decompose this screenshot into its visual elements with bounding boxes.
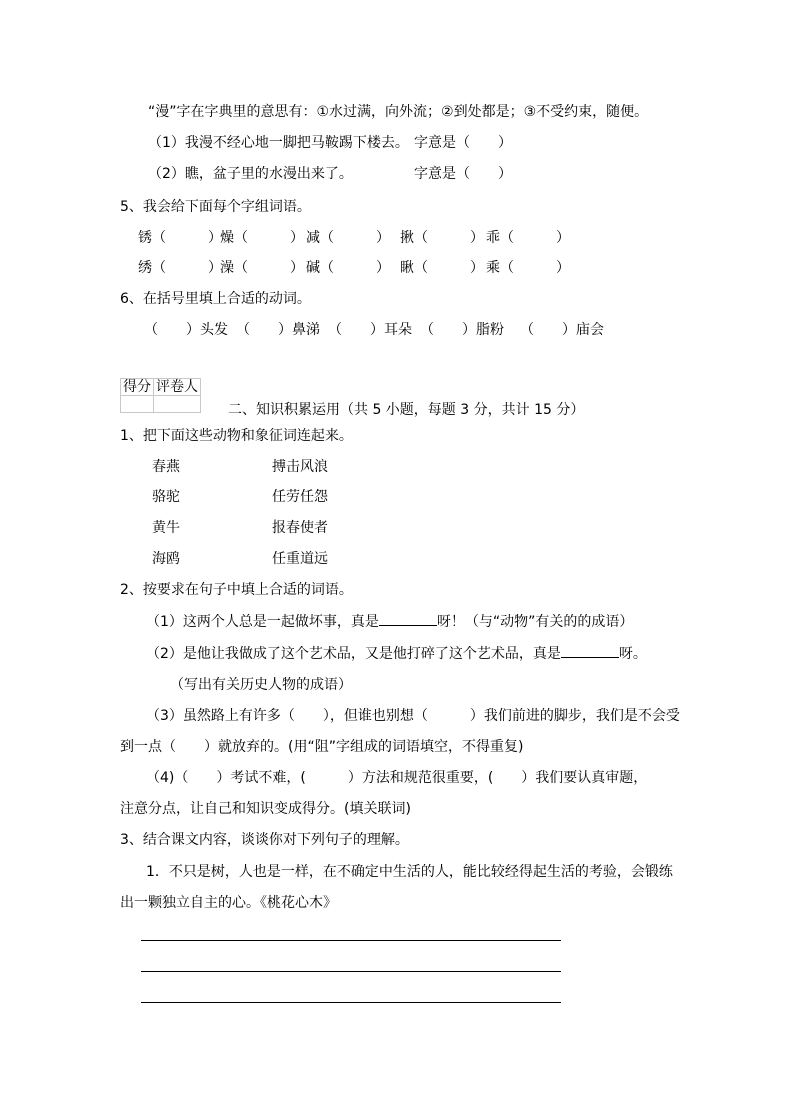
symbol-item: 报春使者 <box>272 520 328 536</box>
q5-item[interactable]: 燥（ ） <box>220 230 304 246</box>
s2-q2-sentence-4-cont: 注意分点，让自己和知识变成得分。(填关联词) <box>120 801 411 817</box>
q6-item[interactable]: （ ）鼻涕 <box>236 322 320 338</box>
animal-item: 骆驼 <box>152 489 180 505</box>
grader-header: 评卷人 <box>154 379 201 396</box>
answer-blank[interactable] <box>379 613 437 626</box>
symbol-item: 搏击风浪 <box>272 459 328 475</box>
q5-title: 5、我会给下面每个字组词语。 <box>120 199 311 215</box>
q4-sentence-2: （2）瞧，盆子里的水漫出来了。 <box>148 166 353 182</box>
q6-item[interactable]: （ ）头发 <box>144 322 228 338</box>
s2-q3-quote: 1．不只是树，人也是一样，在不确定中生活的人，能比较经得起生活的考验，会锻练 <box>146 864 673 880</box>
q6-item[interactable]: （ ）耳朵 <box>328 322 412 338</box>
q5-item[interactable]: 澡（ ） <box>220 260 304 276</box>
score-table <box>120 378 201 413</box>
sentence-text: 呀。 <box>618 646 647 662</box>
sentence-text: 呀！（与“动物”有关的的成语） <box>436 614 634 630</box>
q5-item[interactable]: 揪（ ） <box>400 230 484 246</box>
q6-item[interactable]: （ ）脂粉 <box>420 322 504 338</box>
q5-item[interactable]: 减（ ） <box>306 230 390 246</box>
q5-item[interactable]: 锈（ ） <box>138 230 222 246</box>
q4-sentence-1: （1）我漫不经心地一脚把马鞍踢下楼去。 <box>148 135 409 151</box>
animal-item: 海鸥 <box>152 551 180 567</box>
s2-q2-sentence-1 <box>146 613 633 631</box>
q4-sentence-2-answer[interactable]: 字意是（ ） <box>414 166 512 182</box>
answer-line[interactable] <box>141 940 561 941</box>
answer-line[interactable] <box>141 971 561 972</box>
grader-cell[interactable] <box>154 396 201 413</box>
answer-blank[interactable] <box>561 645 619 658</box>
s2-q3-quote-cont: 出一颗独立自主的心。《桃花心木》 <box>120 895 337 911</box>
s2-q2-sentence-3: （3）虽然路上有许多（ ），但谁也别想（ ）我们前进的脚步，我们是不会受 <box>146 708 680 724</box>
score-cell[interactable] <box>121 396 154 413</box>
sentence-text: （1）这两个人总是一起做坏事，真是 <box>146 614 379 630</box>
s2-q2-sentence-4: （4)（ ）考试不难，( ）方法和规范很重要，( ）我们要认真审题， <box>146 770 648 786</box>
q4-sentence-1-answer[interactable]: 字意是（ ） <box>414 135 512 151</box>
s2-q2-title: 2、按要求在句子中填上合适的词语。 <box>120 582 353 598</box>
symbol-item: 任重道远 <box>272 551 328 567</box>
sentence-text: （2）是他让我做成了这个艺术品，又是他打碎了这个艺术品，真是 <box>146 646 561 662</box>
s2-q3-title: 3、结合课文内容，谈谈你对下列句子的理解。 <box>120 832 409 848</box>
s2-q2-note: （写出有关历史人物的成语） <box>170 677 352 693</box>
symbol-item: 任劳任怨 <box>272 489 328 505</box>
q6-item[interactable]: （ ）庙会 <box>520 322 604 338</box>
s2-q2-sentence-2 <box>146 645 647 663</box>
q5-item[interactable]: 碱（ ） <box>306 260 390 276</box>
q4-intro: “漫”字在字典里的意思有：①水过满，向外流；②到处都是；③不受约束，随便。 <box>148 104 649 120</box>
q6-title: 6、在括号里填上合适的动词。 <box>120 291 311 307</box>
q5-item[interactable]: 乖（ ） <box>486 230 570 246</box>
answer-line[interactable] <box>141 1002 561 1003</box>
animal-item: 春燕 <box>152 459 180 475</box>
q5-item[interactable]: 绣（ ） <box>138 260 222 276</box>
s2-q2-sentence-3-cont: 到一点（ ）就放弃的。(用“阻”字组成的词语填空，不得重复) <box>120 739 524 755</box>
score-header: 得分 <box>121 379 154 396</box>
s2-q1-title: 1、把下面这些动物和象征词连起来。 <box>120 428 353 444</box>
section-2-title: 二、知识积累运用（共 5 小题，每题 3 分，共计 15 分） <box>228 402 585 418</box>
q5-item[interactable]: 瞅（ ） <box>400 260 484 276</box>
q5-item[interactable]: 乘（ ） <box>486 260 570 276</box>
animal-item: 黄牛 <box>152 520 180 536</box>
